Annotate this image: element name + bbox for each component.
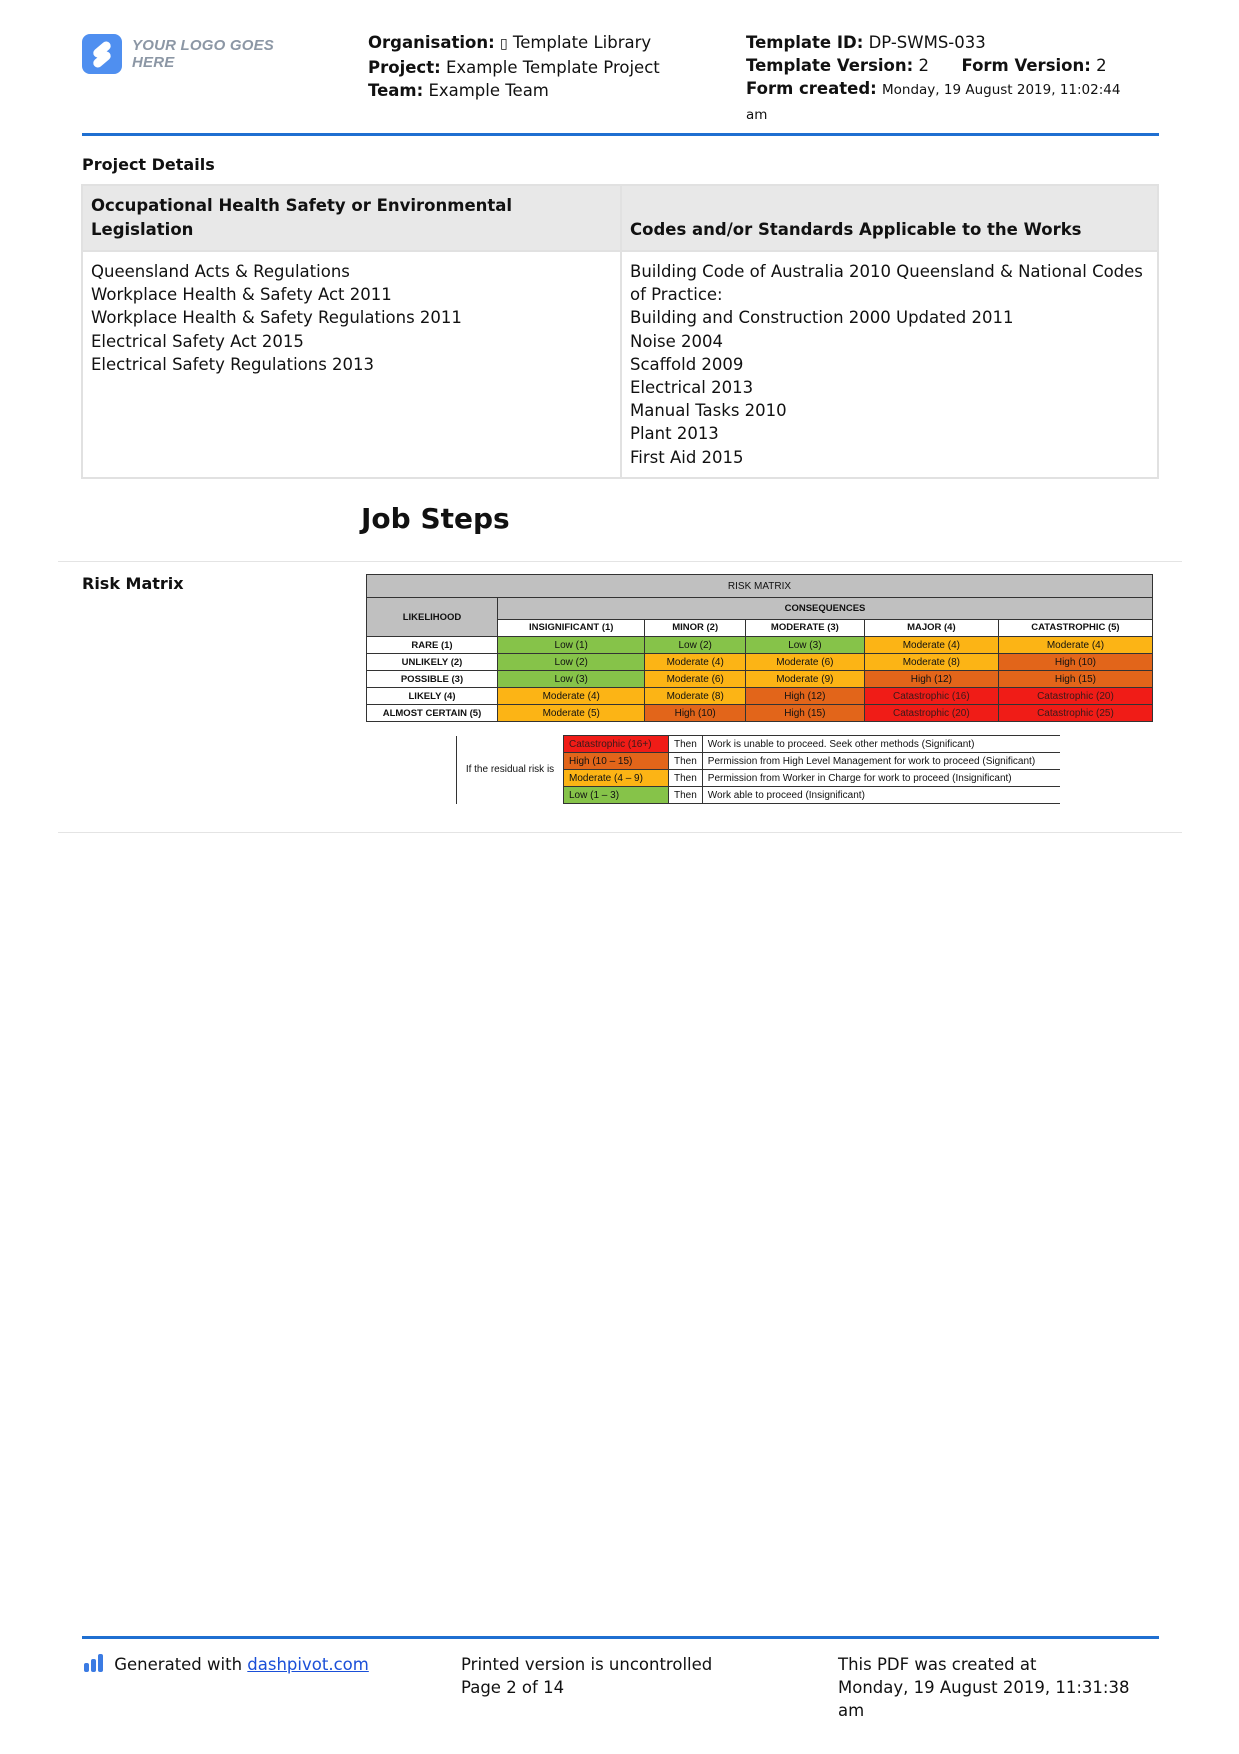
likelihood-label: POSSIBLE (3) — [367, 671, 498, 688]
code-item: Building and Construction 2000 Updated 2011 — [630, 308, 1014, 328]
code-item: Building Code of Australia 2010 Queensland & National Codes of Practice: — [630, 262, 1143, 305]
form-created-value: Monday, 19 August 2019, 11:02:44 am — [746, 82, 1121, 123]
risk-cell: Moderate (6) — [645, 671, 746, 688]
form-created-label: Form created: — [746, 79, 877, 98]
risk-cell: Catastrophic (25) — [998, 705, 1152, 722]
consequences-header: CONSEQUENCES — [498, 598, 1153, 620]
legend-row — [457, 736, 1060, 753]
version-line — [746, 54, 1146, 77]
risk-row — [367, 688, 1153, 705]
page-info: Page 2 of 14 — [461, 1678, 565, 1697]
header-project-info — [368, 31, 728, 102]
legend-then: Then — [669, 736, 703, 753]
codes-header: Codes and/or Standards Applicable to the Works — [621, 185, 1158, 251]
codes-cell — [621, 251, 1158, 478]
risk-cell: High (15) — [998, 671, 1152, 688]
risk-row — [367, 637, 1153, 654]
legend-description: Permission from High Level Management for work to proceed (Significant) — [702, 753, 1060, 770]
legend-description: Work is unable to proceed. Seek other methods (Significant) — [702, 736, 1060, 753]
risk-cell: Moderate (6) — [745, 654, 864, 671]
project-details-row — [82, 251, 1158, 478]
risk-matrix-table — [366, 574, 1153, 722]
consequence-header: MODERATE (3) — [745, 619, 864, 636]
project-details-label: Project Details — [82, 155, 215, 174]
risk-cell: High (12) — [864, 671, 998, 688]
legislation-item: Queensland Acts & Regulations — [91, 262, 350, 281]
template-id-label: Template ID: — [746, 33, 864, 52]
legend-level: Low (1 – 3) — [564, 787, 669, 804]
risk-cell: Low (1) — [498, 637, 645, 654]
code-item: Plant 2013 — [630, 424, 719, 444]
risk-cell: Moderate (4) — [498, 688, 645, 705]
template-version-label: Template Version: — [746, 56, 914, 75]
form-version-label: Form Version: — [961, 56, 1091, 75]
risk-cell: Moderate (5) — [498, 705, 645, 722]
project-value: Example Template Project — [445, 58, 660, 77]
risk-cell: High (12) — [745, 688, 864, 705]
dashpivot-link[interactable]: dashpivot.com — [247, 1655, 369, 1674]
logo-text: YOUR LOGO GOES HERE — [132, 37, 274, 71]
legislation-header: Occupational Health Safety or Environmental Legislation — [82, 185, 621, 251]
legislation-item: Electrical Safety Regulations 2013 — [91, 354, 375, 374]
risk-cell: Low (2) — [645, 637, 746, 654]
risk-cell: Moderate (8) — [645, 688, 746, 705]
created-line-2: Monday, 19 August 2019, 11:31:38 am — [838, 1678, 1130, 1720]
risk-cell: Catastrophic (20) — [998, 688, 1152, 705]
generated-prefix: Generated with — [114, 1655, 243, 1674]
likelihood-label: UNLIKELY (2) — [367, 654, 498, 671]
company-logo — [82, 33, 312, 75]
consequence-header: MINOR (2) — [645, 619, 746, 636]
legend-level: Catastrophic (16+) — [564, 736, 669, 753]
legend-level: Moderate (4 – 9) — [564, 770, 669, 787]
form-created-line — [746, 77, 1146, 127]
code-item: Electrical 2013 — [630, 378, 754, 398]
legislation-item: Electrical Safety Act 2015 — [91, 331, 304, 351]
legend-then: Then — [669, 770, 703, 787]
code-item: Scaffold 2009 — [630, 354, 744, 374]
risk-cell: Low (2) — [498, 654, 645, 671]
legislation-item: Workplace Health & Safety Act 2011 — [91, 285, 392, 305]
header-divider — [82, 133, 1159, 136]
risk-cell: Moderate (4) — [864, 637, 998, 654]
legend-description: Work able to proceed (Insignificant) — [702, 787, 1060, 804]
footer-status — [461, 1653, 712, 1699]
organisation-line — [368, 31, 728, 56]
risk-cell: Low (3) — [498, 671, 645, 688]
consequence-header: CATASTROPHIC (5) — [998, 619, 1152, 636]
likelihood-label: ALMOST CERTAIN (5) — [367, 705, 498, 722]
risk-matrix-label: Risk Matrix — [82, 574, 184, 593]
legend-then: Then — [669, 753, 703, 770]
project-line — [368, 56, 728, 79]
code-item: Manual Tasks 2010 — [630, 401, 787, 421]
form-version-value: 2 — [1096, 56, 1107, 75]
risk-cell: Moderate (8) — [864, 654, 998, 671]
risk-cell: Catastrophic (16) — [864, 688, 998, 705]
legend-condition: If the residual risk is — [457, 736, 564, 804]
footer-divider — [82, 1636, 1159, 1639]
organisation-value: Template Library — [512, 33, 652, 52]
job-steps-heading: Job Steps — [361, 502, 510, 535]
risk-matrix-divider — [58, 832, 1182, 833]
risk-cell: Moderate (4) — [998, 637, 1152, 654]
project-details-table — [81, 184, 1159, 479]
likelihood-label: LIKELY (4) — [367, 688, 498, 705]
risk-cell: High (10) — [998, 654, 1152, 671]
legend-level: High (10 – 15) — [564, 753, 669, 770]
code-item: Noise 2004 — [630, 331, 724, 351]
project-label: Project: — [368, 58, 441, 77]
created-line-1: This PDF was created at — [838, 1655, 1037, 1674]
risk-cell: Moderate (4) — [645, 654, 746, 671]
risk-cell: Catastrophic (20) — [864, 705, 998, 722]
job-steps-divider — [58, 561, 1182, 562]
template-version-value: 2 — [918, 56, 929, 75]
header-template-info — [746, 31, 1146, 127]
bar-chart-icon — [84, 1654, 103, 1672]
team-label: Team: — [368, 81, 424, 100]
consequence-header: INSIGNIFICANT (1) — [498, 619, 645, 636]
risk-legend-table — [456, 735, 1060, 804]
code-item: First Aid 2015 — [630, 447, 744, 467]
uncontrolled-notice: Printed version is uncontrolled — [461, 1655, 713, 1674]
consequence-header: MAJOR (4) — [864, 619, 998, 636]
likelihood-label: RARE (1) — [367, 637, 498, 654]
legend-then: Then — [669, 787, 703, 804]
risk-cell: Low (3) — [745, 637, 864, 654]
likelihood-header: LIKELIHOOD — [367, 598, 498, 637]
template-id-line — [746, 31, 1146, 54]
risk-row — [367, 654, 1153, 671]
risk-row — [367, 705, 1153, 722]
organisation-label: Organisation: — [368, 33, 495, 52]
logo-icon — [82, 34, 122, 74]
team-value: Example Team — [428, 81, 549, 100]
risk-cell: Moderate (9) — [745, 671, 864, 688]
footer-created — [838, 1653, 1158, 1722]
legislation-cell — [82, 251, 621, 478]
risk-cell: High (15) — [745, 705, 864, 722]
risk-matrix-title: RISK MATRIX — [367, 575, 1153, 598]
footer-generated — [84, 1653, 369, 1676]
legislation-item: Workplace Health & Safety Regulations 2011 — [91, 308, 462, 328]
template-id-value: DP-SWMS-033 — [868, 33, 986, 52]
risk-row — [367, 671, 1153, 688]
project-details-header-row — [82, 185, 1158, 251]
team-line — [368, 79, 728, 102]
building-icon: ▯ — [499, 36, 508, 52]
legend-description: Permission from Worker in Charge for work to proceed (Insignificant) — [702, 770, 1060, 787]
risk-cell: High (10) — [645, 705, 746, 722]
